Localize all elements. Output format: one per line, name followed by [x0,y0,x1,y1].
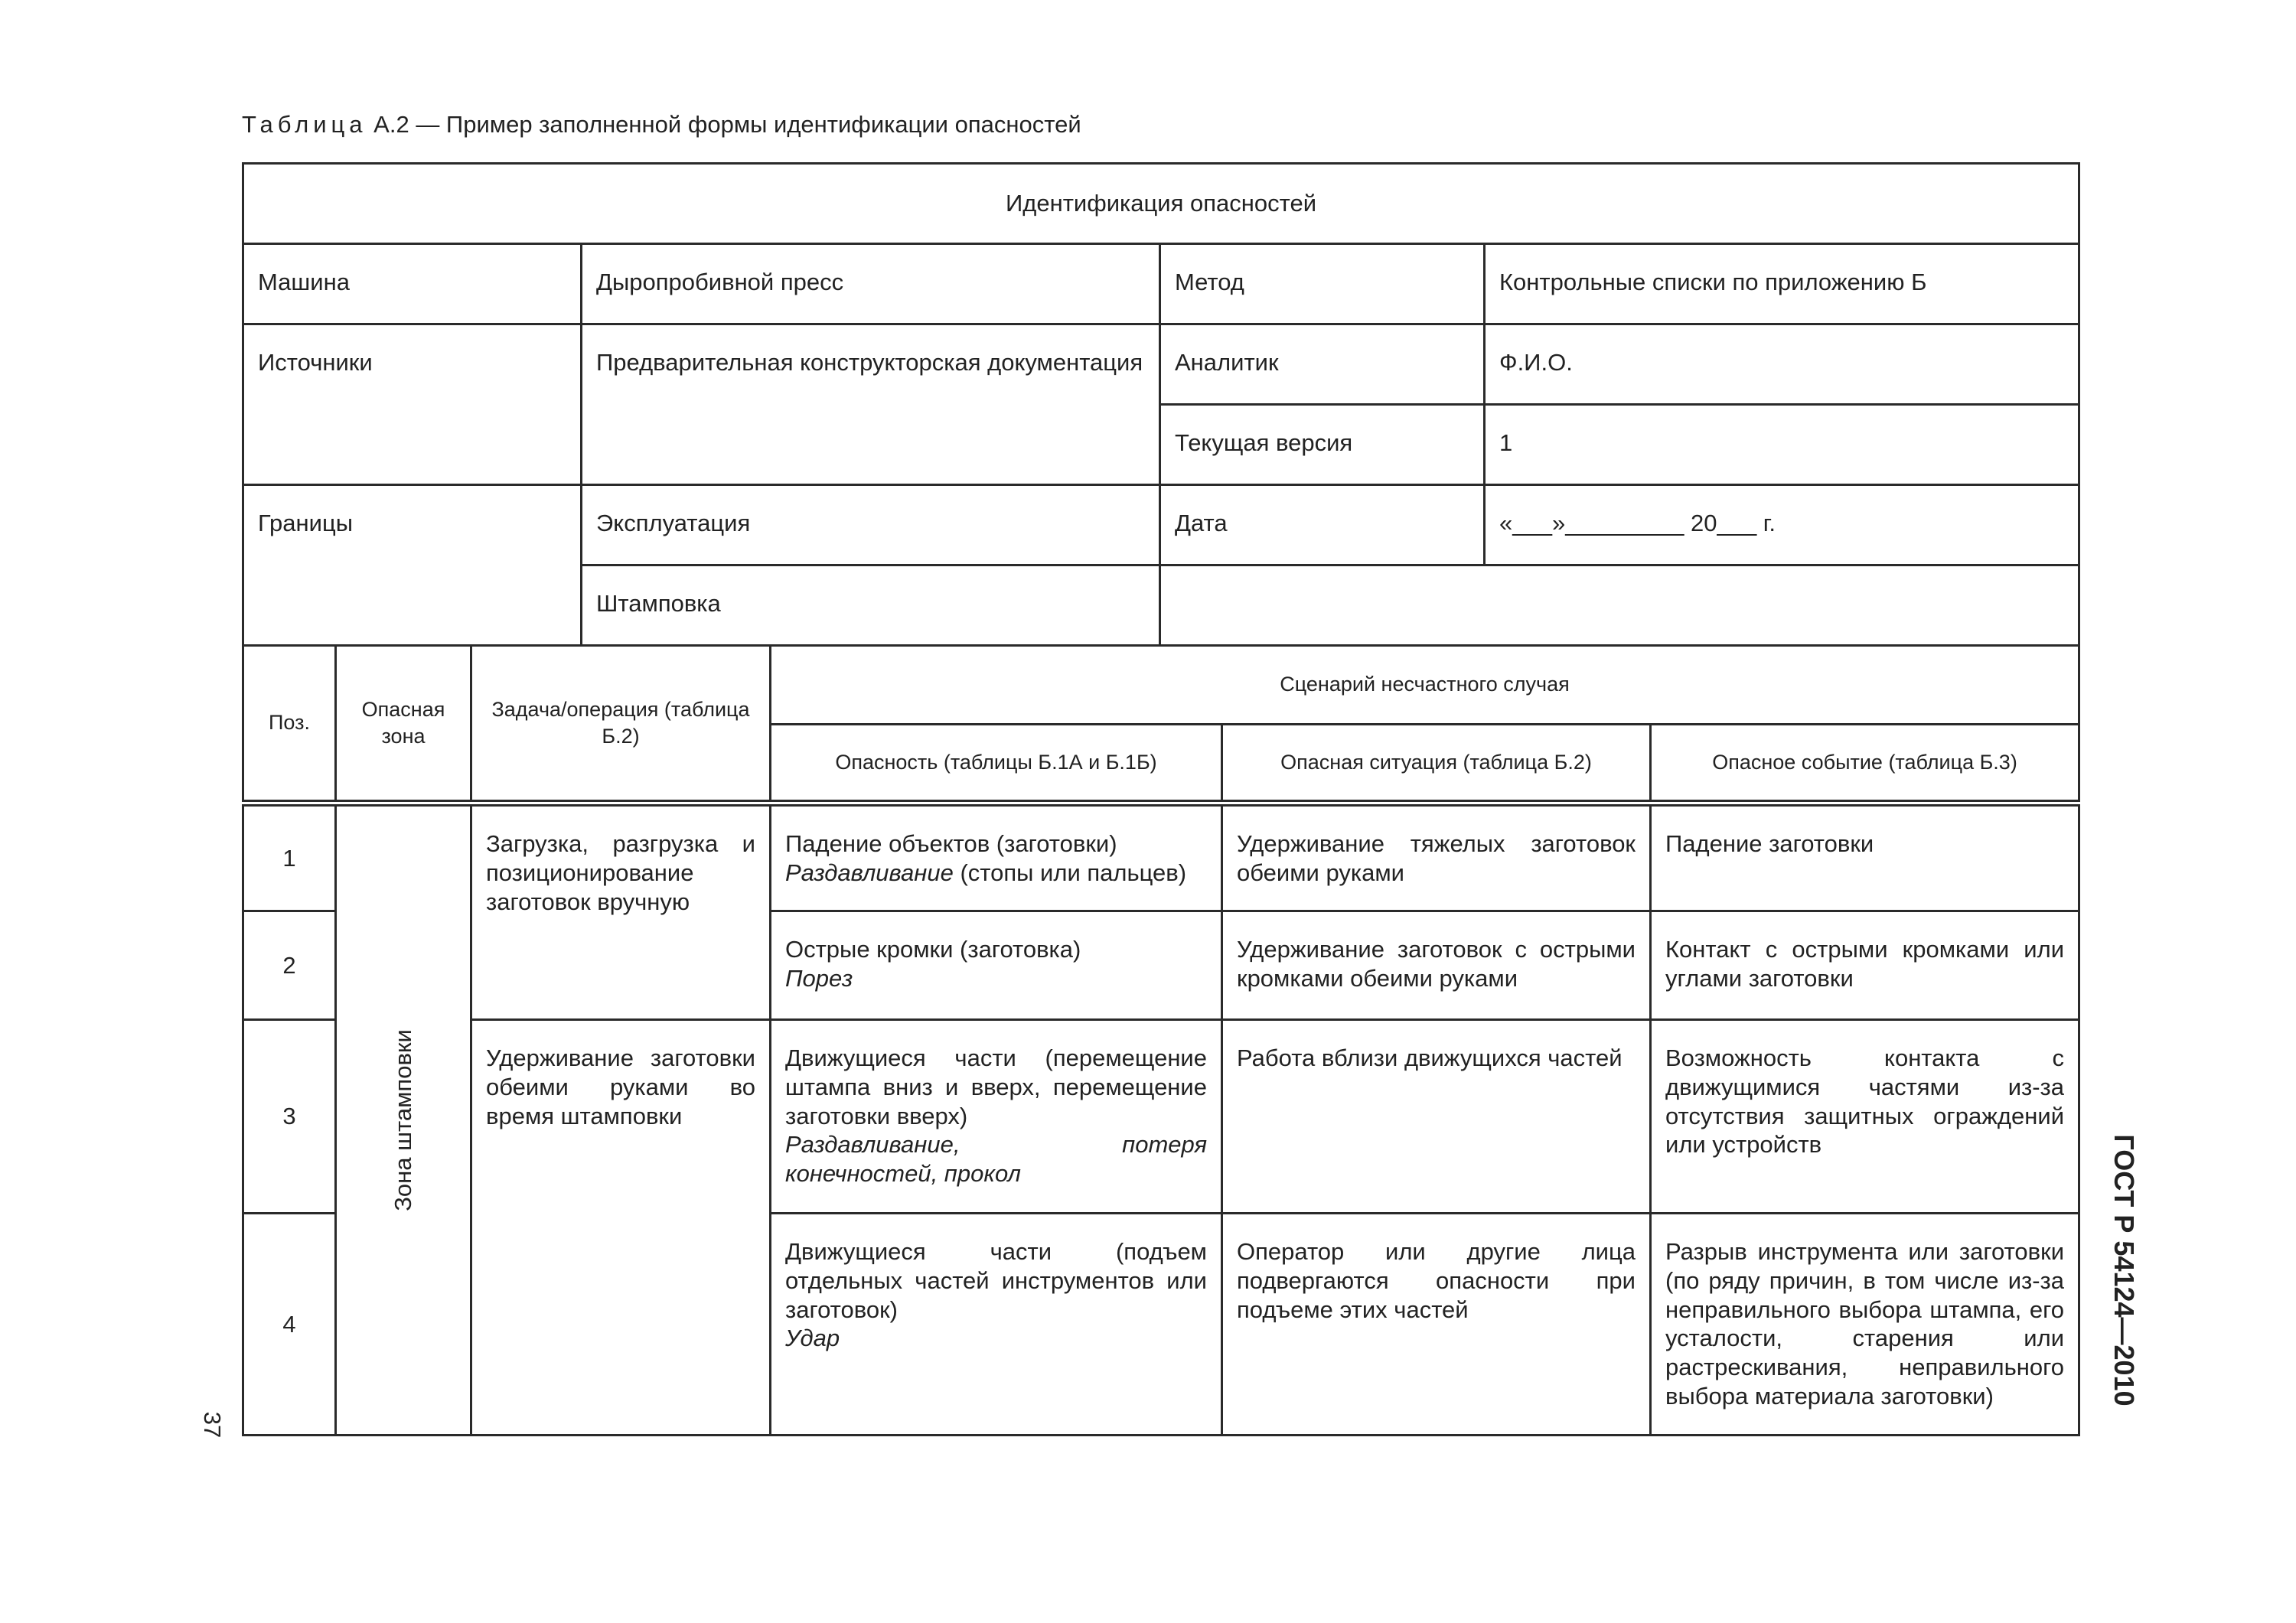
analyst-label: Аналитик [1160,324,1485,405]
table-row [243,1020,2079,1214]
method-value: Контрольные списки по приложению Б [1485,244,2079,324]
page-number: 37 [199,1411,226,1439]
analyst-value: Ф.И.О. [1485,324,2079,405]
zone-cell [336,803,471,1436]
limits-label: Границы [243,485,582,646]
hazard-cell [771,1214,1222,1436]
table-row [243,803,2079,911]
caption-text: А.2 — Пример заполненной формы идентификации опасностей [367,111,1081,138]
table-caption [242,111,1081,139]
event-cell: Падение заготовки [1651,803,2079,911]
hazard-consequence-italic: Раздавливание, потеря конечностей, прокол [785,1131,1207,1188]
hazard-consequence-tail: (стопы или пальцев) [953,859,1187,886]
row-pos: 3 [243,1020,336,1214]
event-cell: Контакт с острыми кромками или углами заготовки [1651,911,2079,1020]
limits-value-operation: Эксплуатация [582,485,1160,565]
hazard-consequence-italic: Удар [785,1325,840,1352]
row-pos: 2 [243,911,336,1020]
date-value: «___»_________ 20___ г. [1485,485,2079,565]
col-header-situation: Опасная ситуация (таблица Б.2) [1222,725,1651,803]
col-header-pos: Поз. [243,646,336,803]
hazard-consequence-italic: Раздавливание [785,859,954,886]
hazard-consequence [785,859,1207,888]
caption-label: Таблица [242,111,367,138]
hazard-cell [771,911,1222,1020]
machine-value: Дыропробивной пресс [582,244,1160,324]
col-header-zone: Опасная зона [336,646,471,803]
hazard-text: Движущиеся части (подъем отдельных частей инструментов или заготовок) [785,1238,1207,1323]
row-pos: 1 [243,803,336,911]
event-cell: Возможность контакта с движущимися частями из-за отсутствия защитных ограждений или устройств [1651,1020,2079,1214]
zone-label: Зона штамповки [390,1029,417,1211]
task-cell: Удерживание заготовки обеими руками во время штамповки [471,1020,771,1436]
machine-label: Машина [243,244,582,324]
version-label: Текущая версия [1160,405,1485,485]
situation-cell: Удерживание заготовок с острыми кромками обеими руками [1222,911,1651,1020]
task-cell: Загрузка, разгрузка и позиционирование заготовок вручную [471,803,771,1020]
standard-designation: ГОСТ Р 54124—2010 [2108,1134,2140,1406]
method-label: Метод [1160,244,1485,324]
date-label: Дата [1160,485,1485,565]
sources-label: Источники [243,324,582,485]
hazard-text: Движущиеся части (перемещение штампа вниз и вверх, перемещение заготовки вверх) [785,1045,1207,1129]
situation-cell: Работа вблизи движущихся частей [1222,1020,1651,1214]
hazard-cell [771,1020,1222,1214]
hazard-text: Падение объектов (заготовки) [785,830,1117,857]
empty-cell [1160,565,2079,646]
hazard-cell [771,803,1222,911]
sources-value: Предварительная конструкторская документация [582,324,1160,485]
version-value: 1 [1485,405,2079,485]
hazard-text: Острые кромки (заготовка) [785,936,1081,963]
situation-cell: Оператор или другие лица подвергаются опасности при подъеме этих частей [1222,1214,1651,1436]
identification-header-table [242,162,2080,647]
col-header-scenario: Сценарий несчастного случая [771,646,2079,725]
hazard-consequence-italic: Порез [785,964,853,992]
col-header-hazard: Опасность (таблицы Б.1А и Б.1Б) [771,725,1222,803]
hazard-table [242,644,2080,1436]
event-cell: Разрыв инструмента или заготовки (по ряду причин, в том числе из-за неправильного выбора штампа, его усталости, старения или растрескивания, неправильного выбора материала заготовки) [1651,1214,2079,1436]
col-header-task: Задача/операция (таблица Б.2) [471,646,771,803]
row-pos: 4 [243,1214,336,1436]
limits-value-stamping: Штамповка [582,565,1160,646]
col-header-event: Опасное событие (таблица Б.3) [1651,725,2079,803]
situation-cell: Удерживание тяжелых заготовок обеими руками [1222,803,1651,911]
form-title: Идентификация опасностей [243,164,2079,244]
